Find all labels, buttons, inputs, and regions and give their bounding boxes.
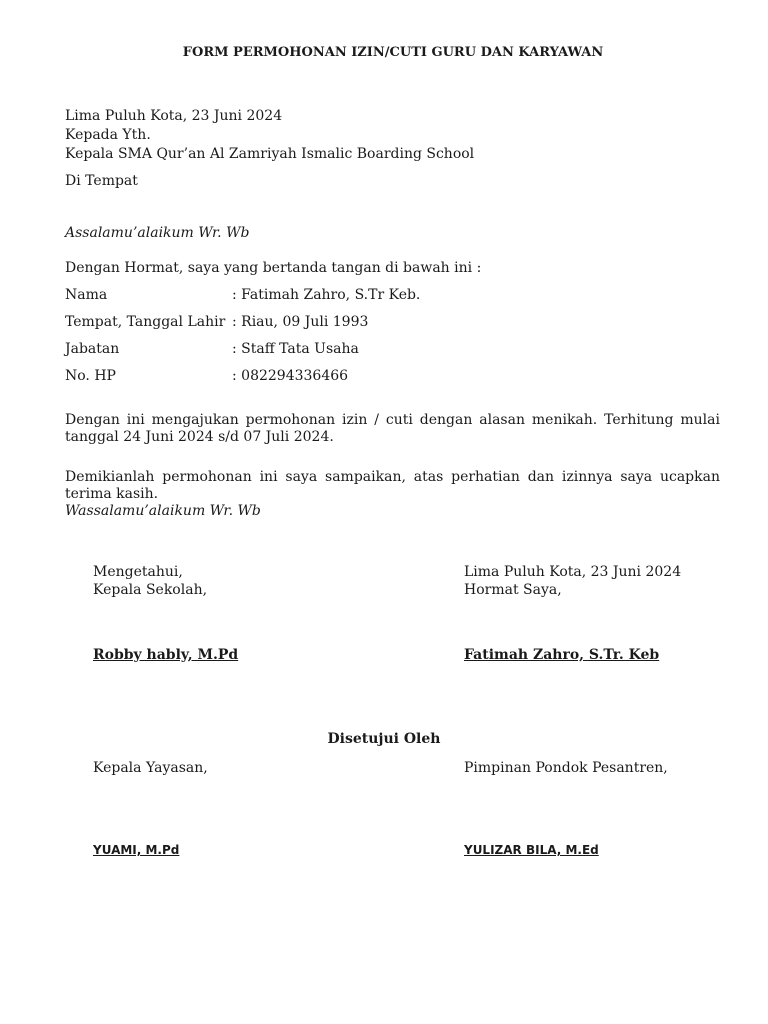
intro-text: Dengan Hormat, saya yang bertanda tangan di bawah ini : xyxy=(65,260,482,276)
sig-right-line1: Lima Puluh Kota, 23 Juni 2024 xyxy=(464,564,682,580)
approval-label: Disetujui Oleh xyxy=(327,731,441,747)
form-title: FORM PERMOHONAN IZIN/CUTI GURU DAN KARYAWAN xyxy=(182,45,604,60)
field-label-ttl: Tempat, Tanggal Lahir xyxy=(65,314,226,330)
farewell: Wassalamu’alaikum Wr. Wb xyxy=(65,503,261,519)
header-to: Kepada Yth. xyxy=(65,127,151,143)
greeting: Assalamu’alaikum Wr. Wb xyxy=(65,225,250,241)
field-value-nama: : Fatimah Zahro, S.Tr Keb. xyxy=(232,287,421,303)
approval-right-name: YULIZAR BILA, M.Ed xyxy=(464,843,599,857)
request-paragraph: Dengan ini mengajukan permohonan izin / cuti dengan alasan menikah. Terhitung mulai tanggal 24 Juni 2024 s/d 07 Juli 2024. xyxy=(65,412,720,445)
field-label-jabatan: Jabatan xyxy=(65,341,120,357)
field-value-jabatan: : Staff Tata Usaha xyxy=(232,341,359,357)
header-place-date: Lima Puluh Kota, 23 Juni 2024 xyxy=(65,108,283,124)
sig-right-line2: Hormat Saya, xyxy=(464,582,562,598)
sig-left-name: Robby hably, M.Pd xyxy=(93,647,239,663)
closing-paragraph: Demikianlah permohonan ini saya sampaikan, atas perhatian dan izinnya saya ucapkan terima kasih. xyxy=(65,469,720,502)
approval-right-role: Pimpinan Pondok Pesantren, xyxy=(464,760,668,776)
sig-right-name: Fatimah Zahro, S.Tr. Keb xyxy=(464,647,660,663)
sig-left-line2: Kepala Sekolah, xyxy=(93,582,208,598)
approval-left-role: Kepala Yayasan, xyxy=(93,760,208,776)
sig-left-line1: Mengetahui, xyxy=(93,564,183,580)
header-recipient: Kepala SMA Qur’an Al Zamriyah Ismalic Boarding School xyxy=(65,146,475,162)
approval-left-name: YUAMI, M.Pd xyxy=(93,843,180,857)
field-label-hp: No. HP xyxy=(65,368,116,384)
field-value-ttl: : Riau, 09 Juli 1993 xyxy=(232,314,369,330)
field-label-nama: Nama xyxy=(65,287,108,303)
field-value-hp: : 082294336466 xyxy=(232,368,349,384)
header-location: Di Tempat xyxy=(65,173,138,189)
